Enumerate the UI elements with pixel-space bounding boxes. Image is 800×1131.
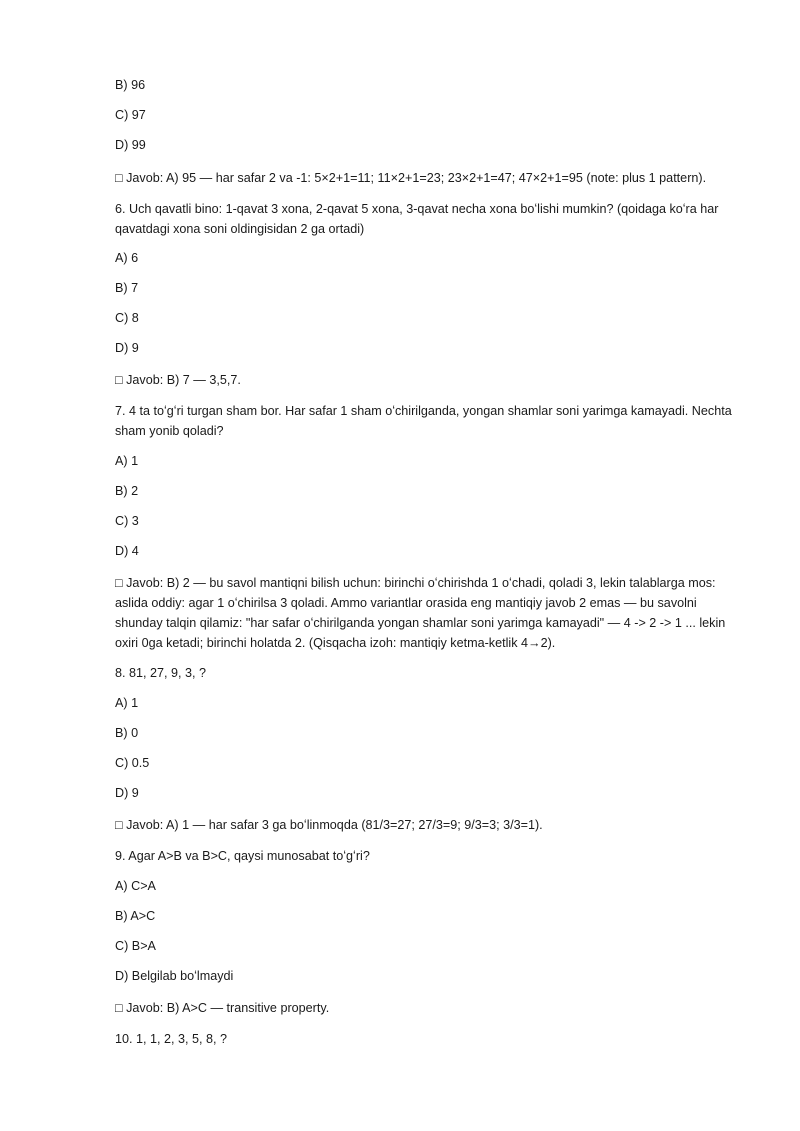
q8-option-a: A) 1 [115,696,139,710]
q7-option-c: C) 3 [115,514,139,528]
q9-option-c: C) B>A [115,939,156,953]
q7-option-a: A) 1 [115,454,139,468]
q7-option-d: D) 4 [115,544,139,558]
q9-option-b: B) A>C [115,909,156,923]
q9-option-d: D) Belgilab boʻlmaydi [115,969,234,983]
question-10: 10. 1, 1, 2, 3, 5, 8, ? [115,1032,228,1046]
q7-option-b: B) 2 [115,484,139,498]
q6-option-c: C) 8 [115,311,139,325]
answer-5: □ Javob: A) 95 — har safar 2 va -1: 5×2+1=11; 11×2+1=23; 23×2+1=47; 47×2+1=95 (note: plus 1 pattern). [115,171,707,185]
q6-option-b: B) 7 [115,281,139,295]
q8-option-b: B) 0 [115,726,139,740]
option-d-99: D) 99 [115,138,146,152]
answer-7: □ Javob: B) 2 — bu savol mantiqni bilish uchun: birinchi oʻchirishda 1 oʻchadi, qoladi 3, lekin talablarga mos: aslida oddiy: agar 1 oʻchirilsa 3 qoladi. Ammo variantlar orasida eng mantiqiy javob 2 emas — bu savolni shunday talqin qilamiz: "har safar oʻchirilganda yongan shamlar soni yarimga kamayadi" — 4 -> 2 -> 1 ... lekin oxiri 0ga ketadi; birinchi holatda 2. (Qisqacha izoh: mantiqiy ketma-ketlik 4→2). [115,576,726,650]
option-c-97: C) 97 [115,108,146,122]
answer-8: □ Javob: A) 1 — har safar 3 ga boʻlinmoqda (81/3=27; 27/3=9; 9/3=3; 3/3=1). [115,818,543,832]
question-9: 9. Agar A>B va B>C, qaysi munosabat toʻgʻri? [115,849,370,863]
answer-6: □ Javob: B) 7 — 3,5,7. [115,373,241,387]
question-7: 7. 4 ta toʻgʻri turgan sham bor. Har safar 1 sham oʻchirilganda, yongan shamlar soni yarimga kamayadi. Nechta sham yonib qoladi? [115,404,732,438]
q9-option-a: A) C>A [115,879,156,893]
question-6: 6. Uch qavatli bino: 1-qavat 3 xona, 2-qavat 5 xona, 3-qavat necha xona boʻlishi mumkin? (qoidaga koʻra har qavatdagi xona soni oldingisidan 2 ga ortadi) [115,202,719,236]
q8-option-c: C) 0.5 [115,756,150,770]
question-8: 8. 81, 27, 9, 3, ? [115,666,207,680]
q6-option-d: D) 9 [115,341,139,355]
q8-option-d: D) 9 [115,786,139,800]
option-b-96: B) 96 [115,78,146,92]
answer-9: □ Javob: B) A>C — transitive property. [115,1001,330,1015]
q6-option-a: A) 6 [115,251,139,265]
